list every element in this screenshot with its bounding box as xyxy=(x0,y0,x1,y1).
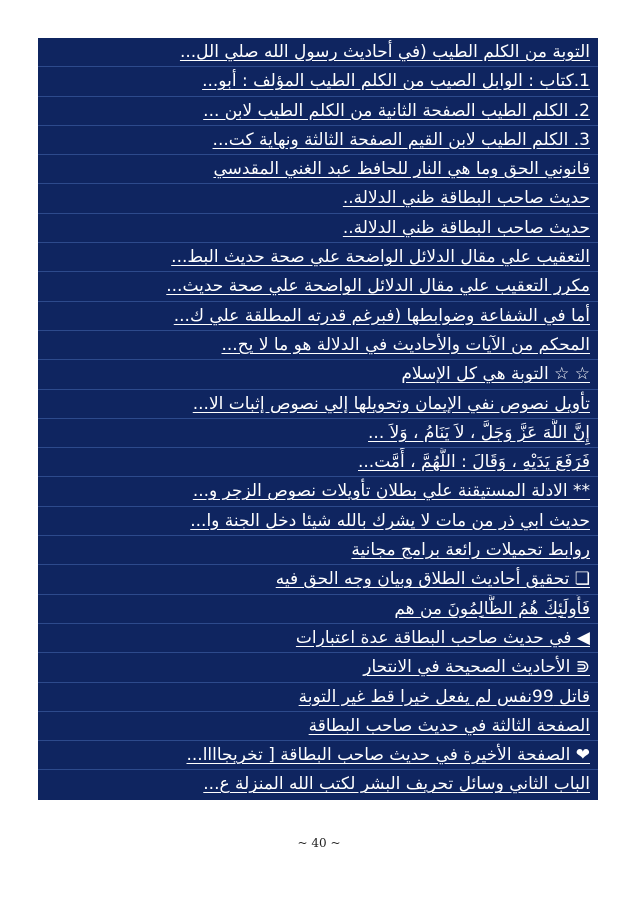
list-item[interactable]: 1.كتاب : الوابل الصيب من الكلم الطيب المؤلف : أبو... xyxy=(38,67,598,96)
list-item[interactable]: حديث صاحب البطاقة ظني الدلالة.. xyxy=(38,184,598,213)
list-item[interactable]: فَرَفَعَ يَدَيْهِ ، وَقَالَ : اللَّهُمَّ ، أَمَّت... xyxy=(38,448,598,477)
list-item[interactable]: ❏ تحقيق أحاديث الطلاق وبيان وجه الحق فيه xyxy=(38,565,598,594)
list-item[interactable]: حديث صاحب البطاقة ظني الدلالة.. xyxy=(38,214,598,243)
list-item[interactable]: قانوني الحق وما هي النار للحافظ عبد الغني المقدسي xyxy=(38,155,598,184)
list-item[interactable]: 2. الكلم الطيب الصفحة الثانية من الكلم الطيب لابن ... xyxy=(38,97,598,126)
list-item[interactable]: 3. الكلم الطيب لابن القيم الصفحة الثالثة ونهاية كت... xyxy=(38,126,598,155)
list-item[interactable]: الباب الثاني وسائل تحريف البشر لكتب الله المنزلة ع... xyxy=(203,774,590,795)
list-item[interactable]: ☆ ☆ التوبة هي كل الإسلام xyxy=(38,360,598,389)
link-list xyxy=(38,38,598,800)
list-item[interactable]: التوبة من الكلم الطيب (في أحاديث رسول الله صلي الل... xyxy=(38,38,598,67)
list-item[interactable]: أما في الشفاعة وضوابطها (فبرغم قدرته المطلقة علي ك... xyxy=(38,302,598,331)
list-item[interactable]: ⋐ الأحاديث الصحيحة في الانتحار xyxy=(38,653,598,682)
list-item[interactable]: إِنَّ اللَّهَ عَزَّ وَجَلَّ ، لاَ يَنَامُ ، وَلاَ ... xyxy=(38,419,598,448)
page-number: ~ 40 ~ xyxy=(297,836,341,850)
list-item[interactable]: التعقيب علي مقال الدلائل الواضحة علي صحة حديث البط... xyxy=(38,243,598,272)
list-item[interactable]: تأويل نصوص نفي الإيمان وتحويلها إلي نصوص إثبات الا... xyxy=(38,390,598,419)
list-item[interactable]: روابط تحميلات رائعة برامج مجانية xyxy=(38,536,598,565)
list-item[interactable]: قاتل 99نفس لم يفعل خيرا قط غير التوبة xyxy=(38,683,598,712)
list-item[interactable]: ❤ الصفحة الأخيرة في حديث صاحب البطاقة [ تخريجاااا... xyxy=(38,741,598,770)
list-item[interactable]: المحكم من الآيات والأحاديث في الدلالة هو ما لا يح... xyxy=(38,331,598,360)
list-item[interactable]: فَأُولَئِكَ هُمُ الظَّالِمُونَ من هم xyxy=(38,595,598,624)
list-item[interactable]: الصفحة الثالثة في حديث صاحب البطاقة xyxy=(38,712,598,741)
list-item[interactable]: ** الادلة المستيقنة علي بطلان تأويلات نصوص الزجر و... xyxy=(38,477,598,506)
list-item[interactable]: ◀ في حديث صاحب البطاقة عدة اعتبارات xyxy=(38,624,598,653)
list-item[interactable]: مكرر التعقيب علي مقال الدلائل الواضحة علي صحة حديث... xyxy=(38,272,598,301)
list-item[interactable]: حديث ابي ذر من مات لا يشرك بالله شيئا دخل الجنة وا... xyxy=(38,507,598,536)
